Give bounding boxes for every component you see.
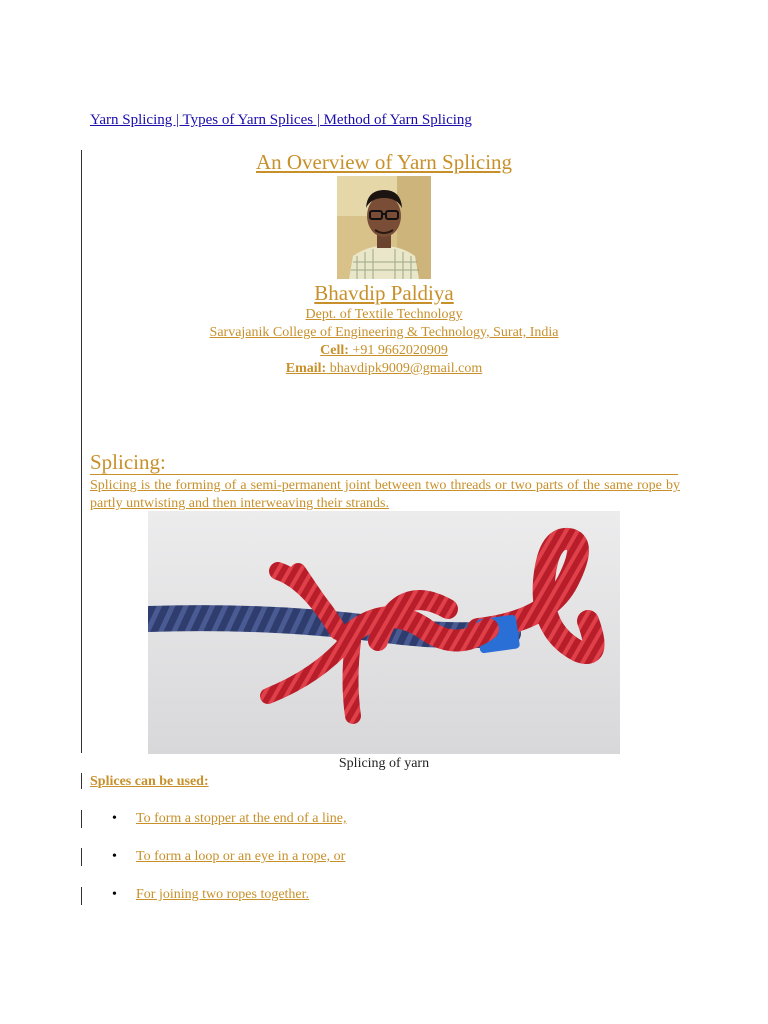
- list-bullet: •: [112, 849, 117, 864]
- top-article-link[interactable]: Yarn Splicing | Types of Yarn Splices | Method of Yarn Splicing: [90, 112, 472, 128]
- margin-rule: [81, 150, 82, 753]
- margin-rule: [81, 887, 82, 905]
- author-photo: [337, 176, 431, 279]
- margin-rule: [81, 848, 82, 866]
- uses-label: Splices can be used:: [90, 774, 209, 789]
- author-email: [90, 361, 678, 377]
- image-caption: Splicing of yarn: [338, 756, 430, 771]
- author-name: Bhavdip Paldiya: [314, 281, 454, 305]
- list-item: To form a loop or an eye in a rope, or: [136, 849, 346, 864]
- author-college: Sarvajanik College of Engineering & Technology, Surat, India: [209, 325, 559, 340]
- author-department: Dept. of Textile Technology: [305, 307, 463, 322]
- margin-rule: [81, 810, 82, 828]
- section-heading: Splicing:: [90, 450, 678, 475]
- author-cell: [90, 343, 678, 359]
- cell-value: +91 9662020909: [348, 343, 448, 358]
- email-link[interactable]: bhavdipk9009@gmail.com: [326, 361, 483, 376]
- cell-label: Cell:: [320, 343, 349, 358]
- email-label: Email:: [285, 361, 327, 376]
- page-title: An Overview of Yarn Splicing: [255, 150, 513, 174]
- margin-rule: [81, 773, 82, 789]
- splicing-definition: Splicing is the forming of a semi-permanent joint between two threads or two parts of the same rope by partly untwisting and then interweaving their strands.: [90, 478, 680, 511]
- list-bullet: •: [112, 811, 117, 826]
- list-item: For joining two ropes together.: [136, 887, 310, 902]
- list-bullet: •: [112, 887, 117, 902]
- list-item: To form a stopper at the end of a line,: [136, 811, 347, 826]
- rope-splice-image: [148, 511, 620, 754]
